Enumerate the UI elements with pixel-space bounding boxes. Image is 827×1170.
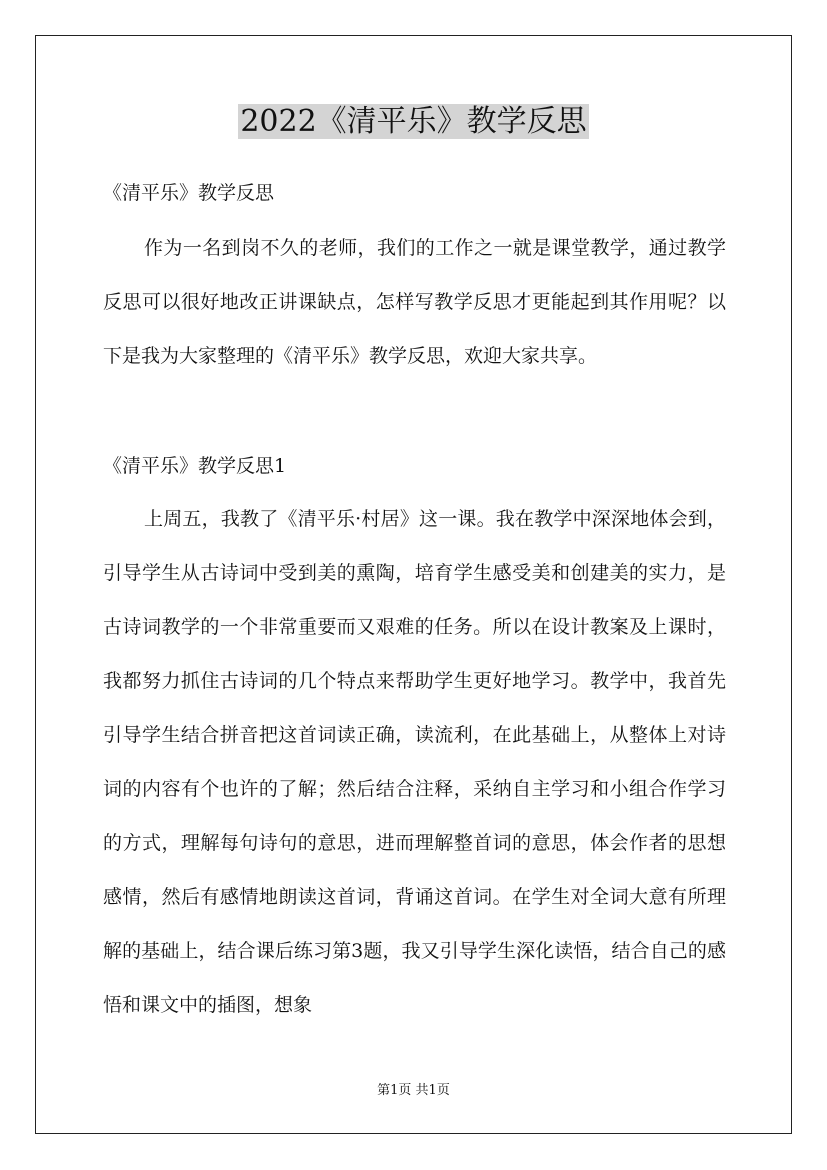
intro-paragraph: 作为一名到岗不久的老师，我们的工作之一就是课堂教学，通过教学反思可以很好地改正讲课缺点，怎样写教学反思才更能起到其作用呢？以下是我为大家整理的《清平乐》教学反思，欢迎大家共享。	[103, 237, 726, 367]
document-title-text: 2022《清平乐》教学反思	[240, 104, 587, 139]
section-heading: 《清平乐》教学反思1	[103, 455, 287, 477]
document-title	[0, 100, 827, 144]
document-subtitle: 《清平乐》教学反思	[103, 182, 275, 204]
section-paragraph: 上周五，我教了《清平乐·村居》这一课。我在教学中深深地体会到，引导学生从古诗词中受到美的熏陶，培育学生感受美和创建美的实力，是古诗词教学的一个非常重要而又艰难的任务。所以在设计教案及上课时，我都努力抓住古诗词的几个特点来帮助学生更好地学习。教学中，我首先引导学生结合拼音把这首词读正确，读流利，在此基础上，从整体上对诗词的内容有个也许的了解；然后结合注释，采纳自主学习和小组合作学习的方式，理解每句诗句的意思，进而理解整首词的意思，体会作者的思想感情，然后有感情地朗读这首词，背诵这首词。在学生对全词大意有所理解的基础上，结合课后练习第3题，我又引导学生深化读悟，结合自己的感悟和课文中的插图，想象	[103, 508, 726, 1016]
page-footer: 第1页 共1页	[377, 1083, 450, 1098]
